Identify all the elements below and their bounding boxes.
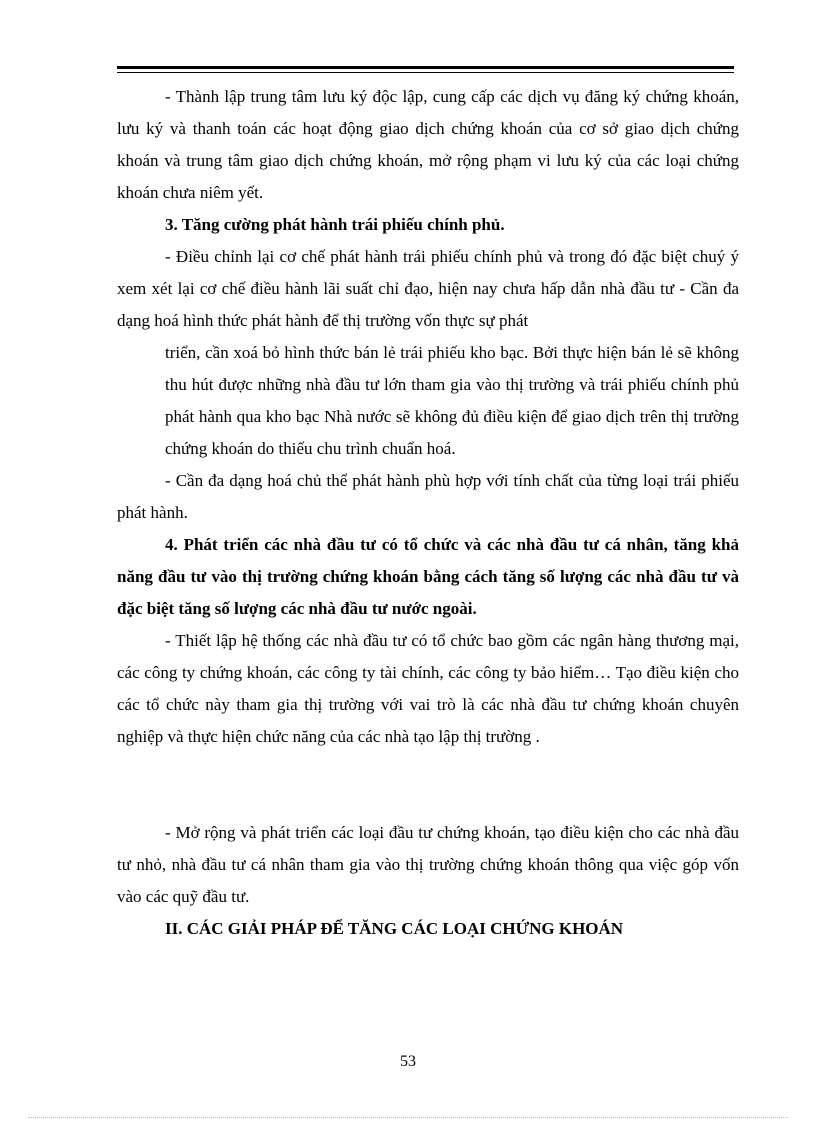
page-border-dotted — [28, 1117, 788, 1118]
paragraph-bond-retail: triển, cần xoá bỏ hình thức bán lẻ trái phiếu kho bạc. Bởi thực hiện bán lẻ sẽ không thu hút được những nhà đầu tư lớn tham gia vào thị trường và trái phiếu chính phủ phát hành qua kho bạc Nhà nước sẽ không đủ điều kiện để giao dịch trên thị trường chứng khoán do thiếu chu trình chuẩn hoá. — [165, 343, 739, 458]
page-body — [117, 81, 739, 945]
paragraph-issuers: - Cần đa dạng hoá chủ thể phát hành phù hợp với tính chất của từng loại trái phiếu phát hành. — [117, 471, 739, 522]
page-number: 53 — [400, 1053, 416, 1070]
blank-space — [117, 753, 739, 817]
header-rule-thick — [117, 66, 734, 69]
paragraph-investment-funds: - Mở rộng và phát triển các loại đầu tư chứng khoán, tạo điều kiện cho các nhà đầu tư nhỏ, nhà đầu tư cá nhân tham gia vào thị trường chứng khoán thông qua việc góp vốn vào các quỹ đầu tư. — [117, 823, 739, 906]
heading-investors: 4. Phát triển các nhà đầu tư có tổ chức và các nhà đầu tư cá nhân, tăng khả năng đầu tư vào thị trường chứng khoán bằng cách tăng số lượng các nhà đầu tư và đặc biệt tăng số lượng các nhà đầu tư nước ngoài. — [117, 535, 739, 618]
heading-government-bonds: 3. Tăng cường phát hành trái phiếu chính phủ. — [165, 215, 505, 234]
paragraph-bond-mechanism: - Điều chỉnh lại cơ chế phát hành trái phiếu chính phủ và trong đó đặc biệt chuý ý xem xét lại cơ chế điều hành lãi suất chỉ đạo, hiện nay chưa hấp dẫn nhà đầu tư - Cần đa dạng hoá hình thức phát hành để thị trường vốn thực sự phát — [117, 247, 739, 330]
header-rule-thin — [117, 72, 734, 73]
heading-section-ii: II. CÁC GIẢI PHÁP ĐỂ TĂNG CÁC LOẠI CHỨNG KHOÁN — [165, 919, 624, 938]
paragraph-institutional-investors: - Thiết lập hệ thống các nhà đầu tư có tổ chức bao gồm các ngân hàng thương mại, các công ty chứng khoán, các công ty tài chính, các công ty bảo hiểm… Tạo điều kiện cho các tổ chức này tham gia thị trường với vai trò là các nhà đầu tư chứng khoán chuyên nghiệp và thực hiện chức năng của các nhà tạo lập thị trường . — [117, 631, 739, 746]
paragraph-depository: - Thành lập trung tâm lưu ký độc lập, cung cấp các dịch vụ đăng ký chứng khoán, lưu ký và thanh toán các hoạt động giao dịch chứng khoán của cơ sở giao dịch chứng khoán và trung tâm giao dịch chứng khoán, mở rộng phạm vi lưu ký của các loại chứng khoán chưa niêm yết. — [117, 87, 739, 202]
